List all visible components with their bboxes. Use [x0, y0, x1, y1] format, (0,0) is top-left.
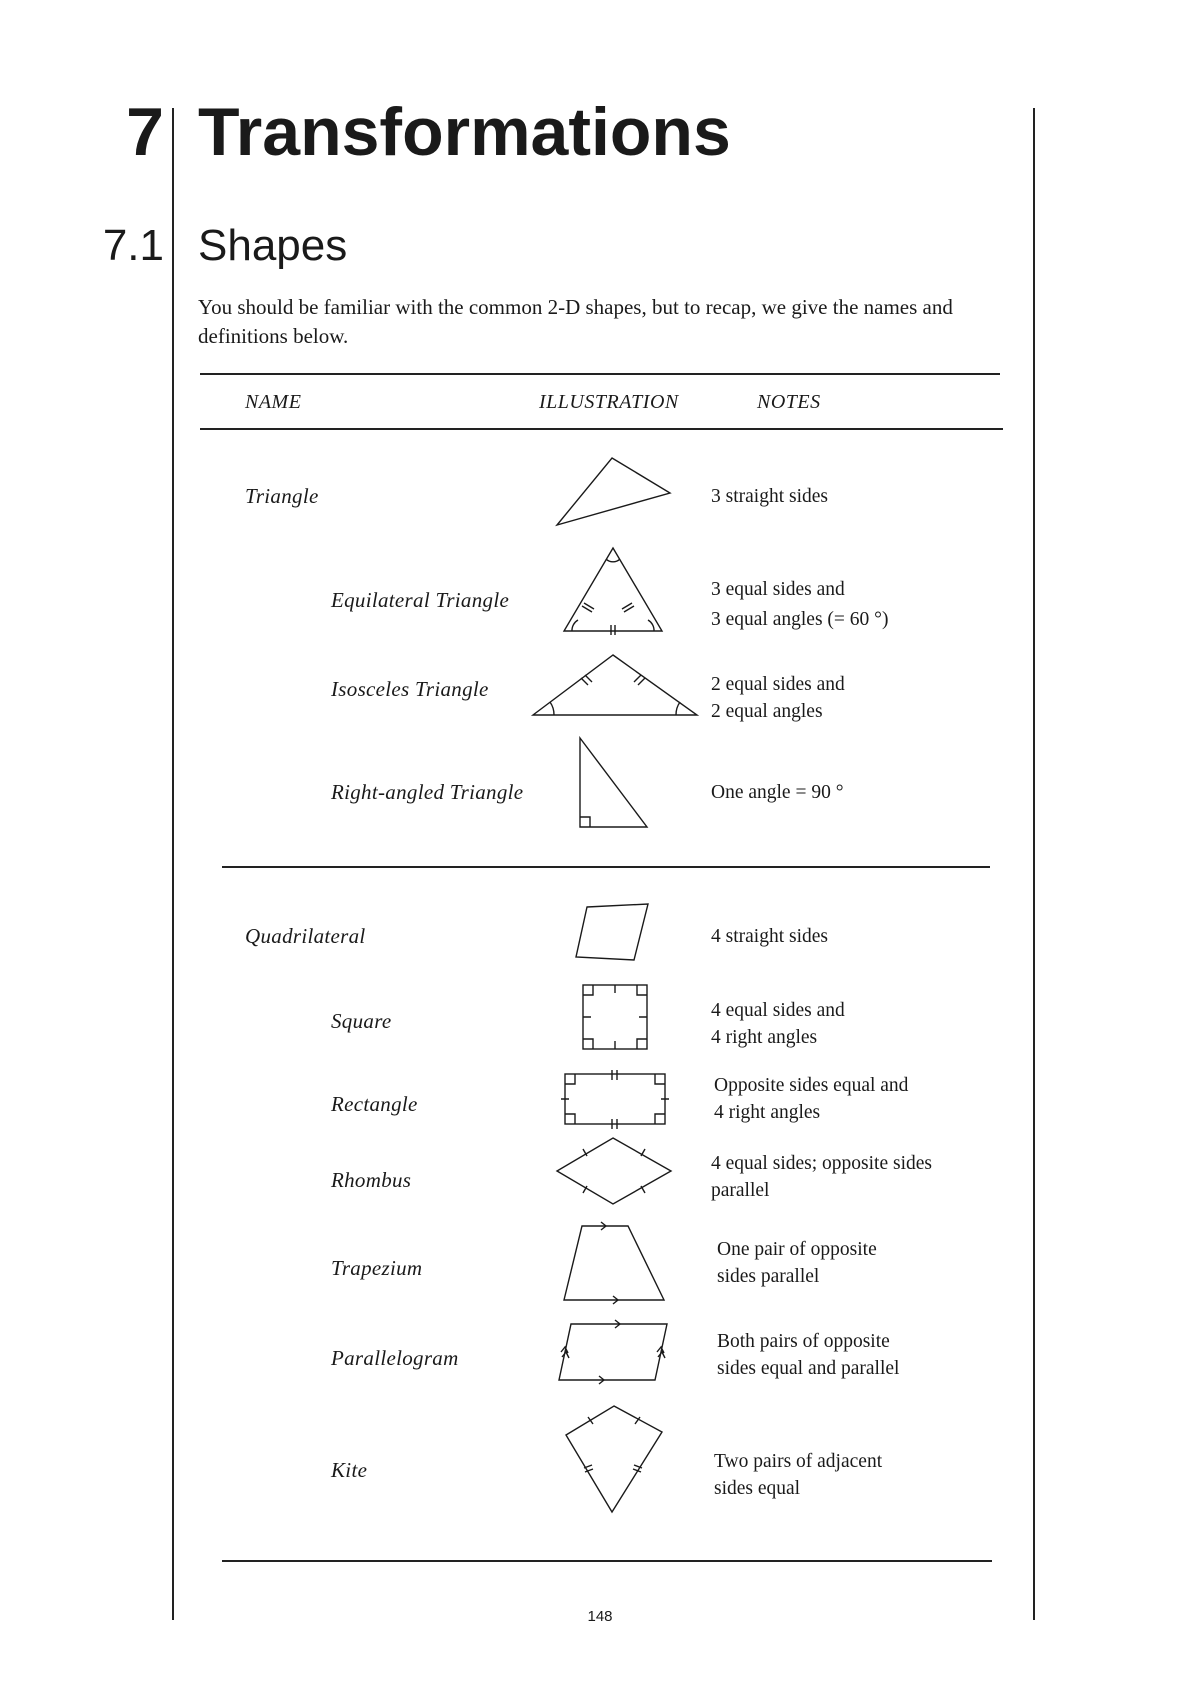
kite-icon: [562, 1403, 666, 1515]
parallelogram-icon: [555, 1318, 670, 1384]
page-number: 148: [587, 1608, 613, 1625]
shape-note: 2 equal angles: [711, 701, 823, 722]
quadrilateral-icon: [572, 902, 652, 964]
shape-note: One angle = 90 °: [711, 782, 844, 803]
trapezium-icon: [560, 1222, 670, 1304]
header-illustration: ILLUSTRATION: [539, 391, 679, 413]
shape-note: 4 right angles: [711, 1027, 818, 1048]
shape-note: 2 equal sides and: [711, 674, 845, 695]
table-bottom-rule: [222, 1560, 992, 1562]
section-title: Shapes: [198, 221, 348, 270]
shape-name: Right-angled Triangle: [331, 780, 524, 804]
shape-note: 4 right angles: [714, 1102, 821, 1123]
left-margin-rule: [172, 108, 174, 1620]
shape-note: 4 equal sides; opposite sides: [711, 1153, 932, 1174]
shape-note: Two pairs of adjacent: [714, 1451, 883, 1472]
square-icon: [578, 980, 652, 1054]
shape-name: Parallelogram: [331, 1346, 459, 1370]
chapter-title: Transformations: [198, 94, 731, 170]
chapter-number: 7: [126, 94, 164, 170]
right-margin-rule: [1033, 108, 1035, 1620]
right-angled-triangle-icon: [575, 735, 650, 830]
shape-note: One pair of opposite: [717, 1239, 877, 1260]
section-divider-rule: [222, 866, 990, 868]
shape-note: 3 equal sides and: [711, 579, 845, 600]
table-header-rule: [200, 428, 1003, 430]
shape-note: 4 equal sides and: [711, 1000, 845, 1021]
triangle-icon: [550, 455, 675, 530]
shape-note: parallel: [711, 1180, 770, 1201]
shape-name: Rhombus: [331, 1168, 412, 1192]
table-top-rule: [200, 373, 1000, 375]
shape-note: Both pairs of opposite: [717, 1331, 890, 1352]
shape-name: Kite: [331, 1458, 368, 1482]
shape-name: Equilateral Triangle: [331, 588, 510, 612]
section-number: 7.1: [102, 221, 164, 270]
intro-paragraph: You should be familiar with the common 2-D shapes, but to recap, we give the names and definitions below.: [198, 295, 953, 348]
shape-name: Trapezium: [331, 1256, 423, 1280]
shape-note: sides equal: [714, 1478, 801, 1499]
equilateral-triangle-icon: [560, 545, 670, 635]
shape-name: Triangle: [245, 484, 319, 508]
header-name: NAME: [245, 391, 302, 413]
isosceles-triangle-icon: [530, 650, 700, 720]
shape-note: Opposite sides equal and: [714, 1075, 909, 1096]
shape-name: Quadrilateral: [245, 924, 366, 948]
shape-name: Isosceles Triangle: [331, 677, 489, 701]
shape-name: Square: [331, 1009, 392, 1033]
rhombus-icon: [553, 1135, 675, 1207]
shape-note: sides equal and parallel: [717, 1358, 900, 1379]
shape-note: 4 straight sides: [711, 926, 828, 947]
rectangle-icon: [560, 1068, 670, 1130]
shape-note: 3 straight sides: [711, 486, 828, 507]
shape-name: Rectangle: [331, 1092, 418, 1116]
shape-note: 3 equal angles (= 60 °): [711, 609, 889, 630]
shape-note: sides parallel: [717, 1266, 820, 1287]
header-notes: NOTES: [757, 391, 821, 413]
